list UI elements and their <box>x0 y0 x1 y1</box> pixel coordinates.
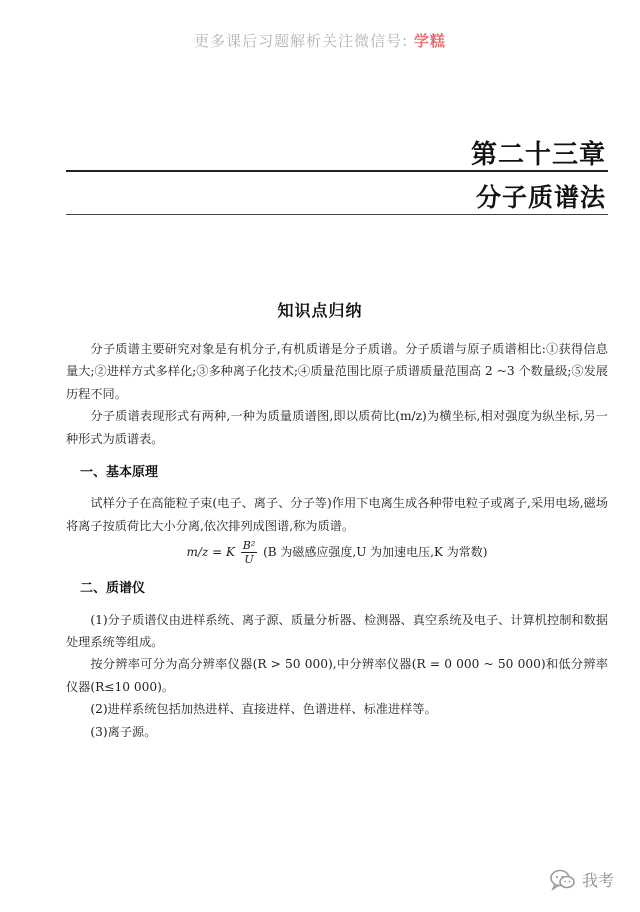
instrument-paragraph-3: (2)进样系统包括加热进样、直接进样、色谱进样、标准进样等。 <box>90 702 437 717</box>
watermark-accent: 学糕 <box>413 32 446 50</box>
brand-text: 我考 <box>581 871 614 890</box>
body-content <box>66 338 608 743</box>
intro-paragraph-1: 分子质谱主要研究对象是有机分子,有机质谱是分子质谱。分子质谱与原子质谱相比:①获得信息量大;②进样方式多样化;③多种离子化技术;④质量范围比原子质谱质量范围高 2 ~3 个数量级;⑤发展历程不同。 <box>66 342 608 401</box>
watermark <box>0 30 640 51</box>
chapter-title: 分子质谱法 <box>475 183 606 212</box>
formula-note: (B 为磁感应强度,U 为加速电压,K 为常数) <box>263 545 488 560</box>
formula-lhs: m/z = K <box>186 545 235 560</box>
formula-fraction <box>241 539 258 566</box>
heading-basic-principle: 一、基本原理 <box>80 465 159 481</box>
chapter-rule-bottom <box>66 214 608 215</box>
principle-paragraph: 试样分子在高能粒子束(电子、离子、分子等)作用下电离生成各种带电粒子或离子,采用电场,磁场将离子按质荷比大小分离,依次排列成图谱,称为质谱。 <box>66 496 608 533</box>
brand-mark <box>550 868 614 891</box>
heading-mass-spectrometer: 二、质谱仪 <box>80 581 146 597</box>
chapter-number: 第二十三章 <box>470 140 606 170</box>
watermark-text: 更多课后习题解析关注微信号: <box>194 32 409 50</box>
instrument-paragraph-1: (1)分子质谱仪由进样系统、离子源、质量分析器、检测器、真空系统及电子、计算机控制和数据处理系统等组成。 <box>66 612 608 650</box>
mass-charge-formula <box>66 539 608 566</box>
chapter-rule-top <box>66 170 608 172</box>
instrument-paragraph-4: (3)离子源。 <box>90 724 157 739</box>
formula-denominator: U <box>244 553 254 567</box>
section-title: 知识点归纳 <box>277 301 363 320</box>
wechat-icon <box>550 869 576 891</box>
instrument-paragraph-2: 按分辨率可分为高分辨率仪器(R > 50 000),中分辨率仪器(R = 0 000 ~ 50 000)和低分辨率仪器(R≤10 000)。 <box>66 657 608 694</box>
formula-numerator: B² <box>242 539 256 553</box>
intro-paragraph-2: 分子质谱表现形式有两种,一种为质量质谱图,即以质荷比(m/z)为横坐标,相对强度为纵坐标,另一种形式为质谱表。 <box>66 409 608 446</box>
